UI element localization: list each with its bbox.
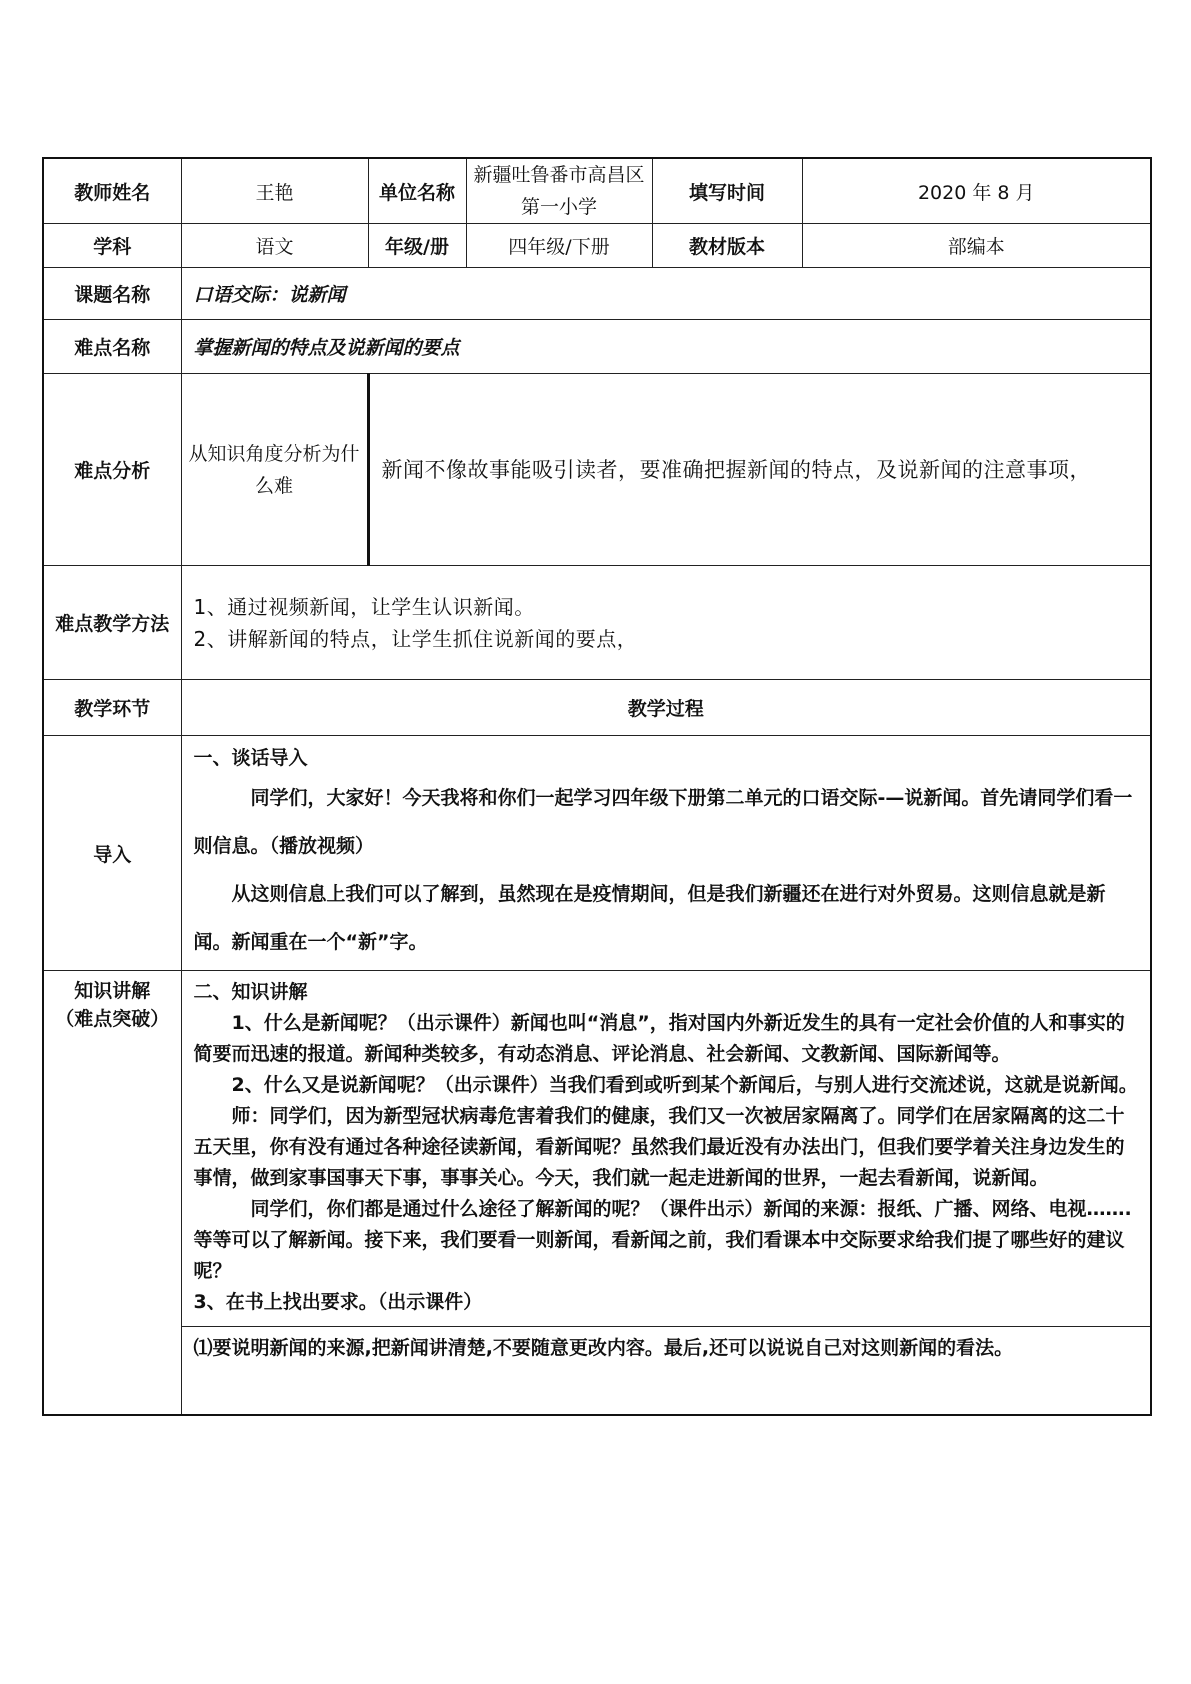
knowledge-row xyxy=(43,971,1151,1415)
intro-label: 导入 xyxy=(43,736,181,971)
analysis-sub-label: 从知识角度分析为什么难 xyxy=(181,374,368,566)
difficulty-value: 掌握新闻的特点及说新闻的要点 xyxy=(181,320,1151,374)
knowledge-paragraph-5: 3、在书上找出要求。（出示课件） xyxy=(193,1291,483,1313)
intro-row xyxy=(43,736,1151,971)
topic-label: 课题名称 xyxy=(43,268,181,320)
fill-time-value: 2020 年 8 月 xyxy=(802,158,1151,224)
grade-value: 四年级/下册 xyxy=(466,224,652,268)
knowledge-paragraph-2: 2、什么又是说新闻呢？（出示课件）当我们看到或听到某个新闻后，与别人进行交流述说，这就是说新闻。 xyxy=(231,1074,1138,1096)
grade-label: 年级/册 xyxy=(368,224,466,268)
difficulty-label: 难点名称 xyxy=(43,320,181,374)
unit-name-value: 新疆吐鲁番市高昌区第一小学 xyxy=(466,158,652,224)
analysis-row xyxy=(43,374,1151,566)
knowledge-paragraph-6: ⑴要说明新闻的来源,把新闻讲清楚,不要随意更改内容。最后,还可以说说自己对这则新闻的看法。 xyxy=(182,1326,1151,1364)
methods-row xyxy=(43,566,1151,680)
edition-label: 教材版本 xyxy=(652,224,802,268)
knowledge-label-cell xyxy=(43,971,181,1415)
analysis-label: 难点分析 xyxy=(43,374,181,566)
methods-label: 难点教学方法 xyxy=(43,566,181,680)
method-item: 1、通过视频新闻，让学生认识新闻。 xyxy=(193,594,535,619)
intro-paragraph-2: 从这则信息上我们可以了解到，虽然现在是疫情期间，但是我们新疆还在进行对外贸易。这则信息就是新闻。新闻重在一个“新”字。 xyxy=(193,883,1106,953)
fill-time-label: 填写时间 xyxy=(652,158,802,224)
knowledge-paragraph-4: 同学们，你们都是通过什么途径了解新闻的呢？（课件出示）新闻的来源：报纸、广播、网络、电视…….等等可以了解新闻。接下来，我们要看一则新闻，看新闻之前，我们看课本中交际要求给我们提了哪些好的建议呢？ xyxy=(193,1198,1132,1282)
knowledge-heading: 二、知识讲解 xyxy=(193,981,308,1003)
analysis-value: 新闻不像故事能吸引读者，要准确把握新闻的特点，及说新闻的注意事项， xyxy=(368,374,1151,566)
unit-name-label: 单位名称 xyxy=(368,158,466,224)
subject-value: 语文 xyxy=(181,224,368,268)
process-header-row xyxy=(43,680,1151,736)
lesson-plan-table xyxy=(42,157,1152,1416)
process-title: 教学过程 xyxy=(181,680,1151,736)
knowledge-sub-label: （难点突破） xyxy=(55,1008,170,1030)
knowledge-paragraph-1: 1、什么是新闻呢？（出示课件）新闻也叫“消息”，指对国内外新近发生的具有一定社会价值的人和事实的简要而迅速的报道。新闻种类较多，有动态消息、评论消息、社会新闻、文教新闻、国际新闻等。 xyxy=(193,1012,1125,1065)
subject-label: 学科 xyxy=(43,224,181,268)
process-section-label: 教学环节 xyxy=(43,680,181,736)
topic-row xyxy=(43,268,1151,320)
methods-list xyxy=(181,566,1151,680)
method-item: 2、讲解新闻的特点，让学生抓住说新闻的要点， xyxy=(193,626,638,651)
teacher-name-value: 王艳 xyxy=(181,158,368,224)
lesson-plan-sheet xyxy=(42,157,1150,1416)
knowledge-content xyxy=(181,971,1151,1415)
edition-value: 部编本 xyxy=(802,224,1151,268)
header-row-1 xyxy=(43,158,1151,224)
intro-heading: 一、谈话导入 xyxy=(193,747,308,769)
teacher-name-label: 教师姓名 xyxy=(43,158,181,224)
header-row-2 xyxy=(43,224,1151,268)
knowledge-label: 知识讲解 xyxy=(74,980,151,1002)
intro-content xyxy=(181,736,1151,971)
topic-value: 口语交际：说新闻 xyxy=(181,268,1151,320)
intro-paragraph-1: 同学们，大家好！今天我将和你们一起学习四年级下册第二单元的口语交际-—说新闻。首先请同学们看一则信息。（播放视频） xyxy=(193,787,1133,857)
knowledge-paragraph-3: 师：同学们，因为新型冠状病毒危害着我们的健康，我们又一次被居家隔离了。同学们在居家隔离的这二十五天里，你有没有通过各种途径读新闻，看新闻呢？虽然我们最近没有办法出门，但我们要学着关注身边发生的事情，做到家事国事天下事，事事关心。今天，我们就一起走进新闻的世界，一起去看新闻，说新闻。 xyxy=(193,1105,1125,1189)
difficulty-row xyxy=(43,320,1151,374)
